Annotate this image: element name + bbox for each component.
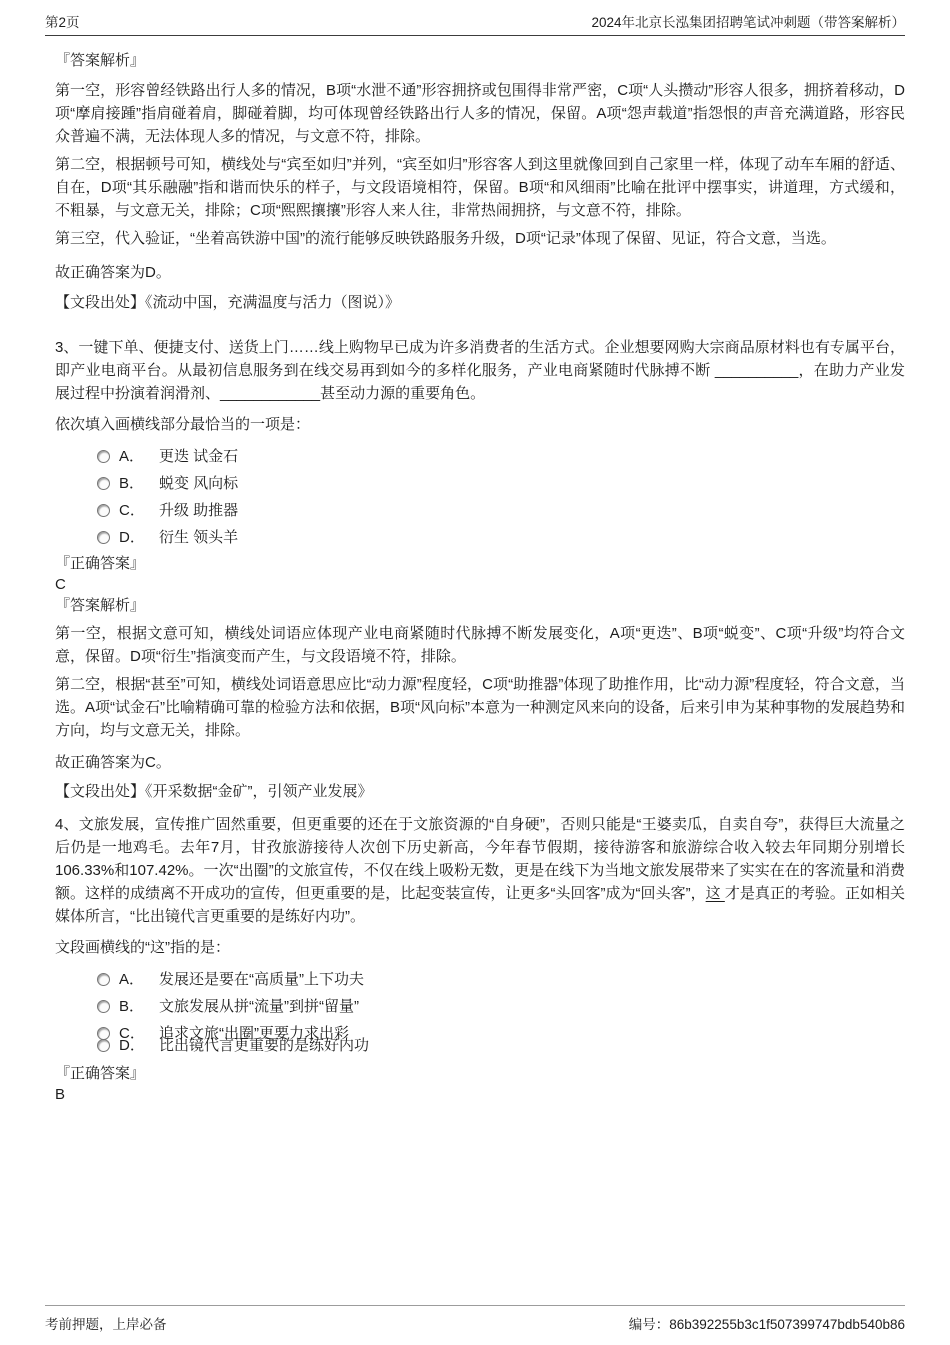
analysis-paragraph: 第二空，根据“甚至”可知，横线处词语意思应比“动力源”程度轻，C项“助推器”体现了助推作用，比“动力源”程度轻，符合文意，当选。A项“试金石”比喻精确可靠的检验方法和依据，B项“风向标”本意为一种测定风来向的设备，后来引申为某种事物的发展趋势和方向，均与文意无关，排除。 — [55, 676, 905, 739]
document-code: 86b392255b3c1f507399747bdb540b86 — [669, 1317, 905, 1332]
option-row[interactable] — [97, 1032, 905, 1059]
question-stem — [55, 813, 905, 928]
stem-text: 才是真正的考验。正如相关媒体所言，“比出镜代言更重要的是练好内功”。 — [55, 885, 905, 925]
stem-underlined-ref: 这 — [705, 885, 725, 902]
correct-answer-value: B — [55, 1086, 66, 1103]
option-text: 发展还是要在“高质量”上下功夫 — [159, 971, 364, 988]
option-text: 蜕变 风向标 — [159, 475, 239, 492]
option-letter: C． — [119, 1025, 145, 1042]
correct-answer-value: C — [55, 576, 66, 593]
option-radio[interactable] — [97, 1000, 110, 1013]
option-radio[interactable] — [97, 531, 110, 544]
document-code-label: 编号： — [628, 1317, 670, 1332]
analysis-paragraph: 第三空，代入验证，“坐着高铁游中国”的流行能够反映铁路服务升级，D项“记录”体现了保留、见证，符合文意，当选。 — [55, 230, 836, 247]
option-letter: D． — [119, 529, 145, 546]
option-row[interactable] — [97, 524, 905, 551]
source-reference: 【文段出处】《开采数据“金矿”，引领产业发展》 — [55, 783, 373, 800]
analysis-label: 『答案解析』 — [55, 52, 146, 69]
option-letter: C． — [119, 502, 145, 519]
question-stem: 3、一键下单、便捷支付、送货上门……线上购物早已成为许多消费者的生活方式。企业想要网购大宗商品原材料也有专属平台，即产业电商平台。从最初信息服务到在线交易再到如今的多样化服务，产业电商紧随时代脉搏不断 __________，在助力产业发展过程中扮演着润滑剂、____________甚至动力源的重要角色。 — [55, 339, 905, 402]
page-header — [45, 11, 905, 36]
question-prompt: 依次填入画横线部分最恰当的一项是： — [55, 416, 311, 433]
options-list — [97, 966, 905, 1059]
option-row[interactable] — [97, 966, 905, 993]
source-reference: 【文段出处】《流动中国，充满温度与活力（图说）》 — [55, 294, 401, 311]
option-radio[interactable] — [97, 973, 110, 986]
option-letter: B． — [119, 475, 145, 492]
option-text: 升级 助推器 — [159, 502, 239, 519]
option-letter: B． — [119, 998, 145, 1015]
conclusion-text: 故正确答案为C。 — [55, 754, 171, 771]
analysis-paragraph: 第一空，根据文意可知，横线处词语应体现产业电商紧随时代脉搏不断发展变化，A项“更迭”、B项“蜕变”、C项“升级”均符合文意，保留。D项“衍生”指演变而产生，与文段语境不符，排除。 — [55, 625, 905, 665]
option-text: 文旅发展从拼“流量”到拼“留量” — [159, 998, 359, 1015]
stem-text: 4、文旅发展，宣传推广固然重要，但更重要的还在于文旅资源的“自身硬”，否则只能是“王婆卖瓜，自卖自夸”，获得巨大流量之后仍是一地鸡毛。去年7月，甘孜旅游接待人次创下历史新高，今年春节假期，接待游客和旅游综合收入较去年同期分别增长106.33%和107.42%。一次“出圈”的文旅宣传，不仅在线上吸粉无数，更是在线下为当地文旅发展带来了实实在在的客流量和消费额。这样的成绩离不开成功的宣传，但更重要的是，比起变装宣传，让更多“头回客”成为“回头客”， — [55, 816, 905, 902]
option-text: 衍生 领头羊 — [159, 529, 239, 546]
document-code-line — [629, 1313, 905, 1333]
page-number: 第2页 — [45, 15, 80, 30]
option-radio[interactable] — [97, 477, 110, 490]
options-list — [97, 443, 905, 551]
question-prompt: 文段画横线的“这”指的是： — [55, 939, 230, 956]
option-text: 追求文旅“出圈”更要力求出彩 — [159, 1025, 349, 1042]
page-content — [55, 44, 905, 1105]
option-radio[interactable] — [97, 450, 110, 463]
option-text: 更迭 试金石 — [159, 448, 239, 465]
option-radio[interactable] — [97, 1039, 110, 1052]
analysis-paragraph: 第二空，根据顿号可知，横线处与“宾至如归”并列，“宾至如归”形容客人到这里就像回到自己家里一样，体现了动车车厢的舒适、自在，D项“其乐融融”指和谐而快乐的样子，与文段语境相符，保留。B项“和风细雨”比喻在批评中摆事实，讲道理，方式缓和，不粗暴，与文意无关，排除；C项“熙熙攘攘”形容人来人往，非常热闹拥挤，与文意不符，排除。 — [55, 156, 905, 219]
correct-answer-label: 『正确答案』 — [55, 555, 146, 572]
option-letter: A． — [119, 971, 145, 988]
option-radio[interactable] — [97, 504, 110, 517]
analysis-label: 『答案解析』 — [55, 597, 146, 614]
page-footer — [45, 1305, 905, 1333]
option-row[interactable] — [97, 443, 905, 470]
doc-title: 2024年北京长泓集团招聘笔试冲刺题（带答案解析） — [591, 15, 905, 30]
option-letter: A． — [119, 448, 145, 465]
footer-slogan: 考前押题，上岸必备 — [45, 1317, 167, 1332]
analysis-paragraph: 第一空，形容曾经铁路出行人多的情况，B项“水泄不通”形容拥挤或包围得非常严密，C项“人头攒动”形容人很多，拥挤着移动，D项“摩肩接踵”指肩碰着肩，脚碰着脚，均可体现曾经铁路出行人多的情况，保留。A项“怨声载道”指怨恨的声音充满道路，形容民众普遍不满，无法体现人多的情况，与文意不符，排除。 — [55, 82, 905, 145]
option-row[interactable] — [97, 993, 905, 1020]
option-row[interactable] — [97, 497, 905, 524]
correct-answer-label: 『正确答案』 — [55, 1065, 146, 1082]
conclusion-text: 故正确答案为D。 — [55, 264, 171, 281]
option-row[interactable] — [97, 470, 905, 497]
option-text: 比出镜代言更重要的是练好内功 — [159, 1037, 370, 1054]
option-letter: D． — [119, 1037, 145, 1054]
